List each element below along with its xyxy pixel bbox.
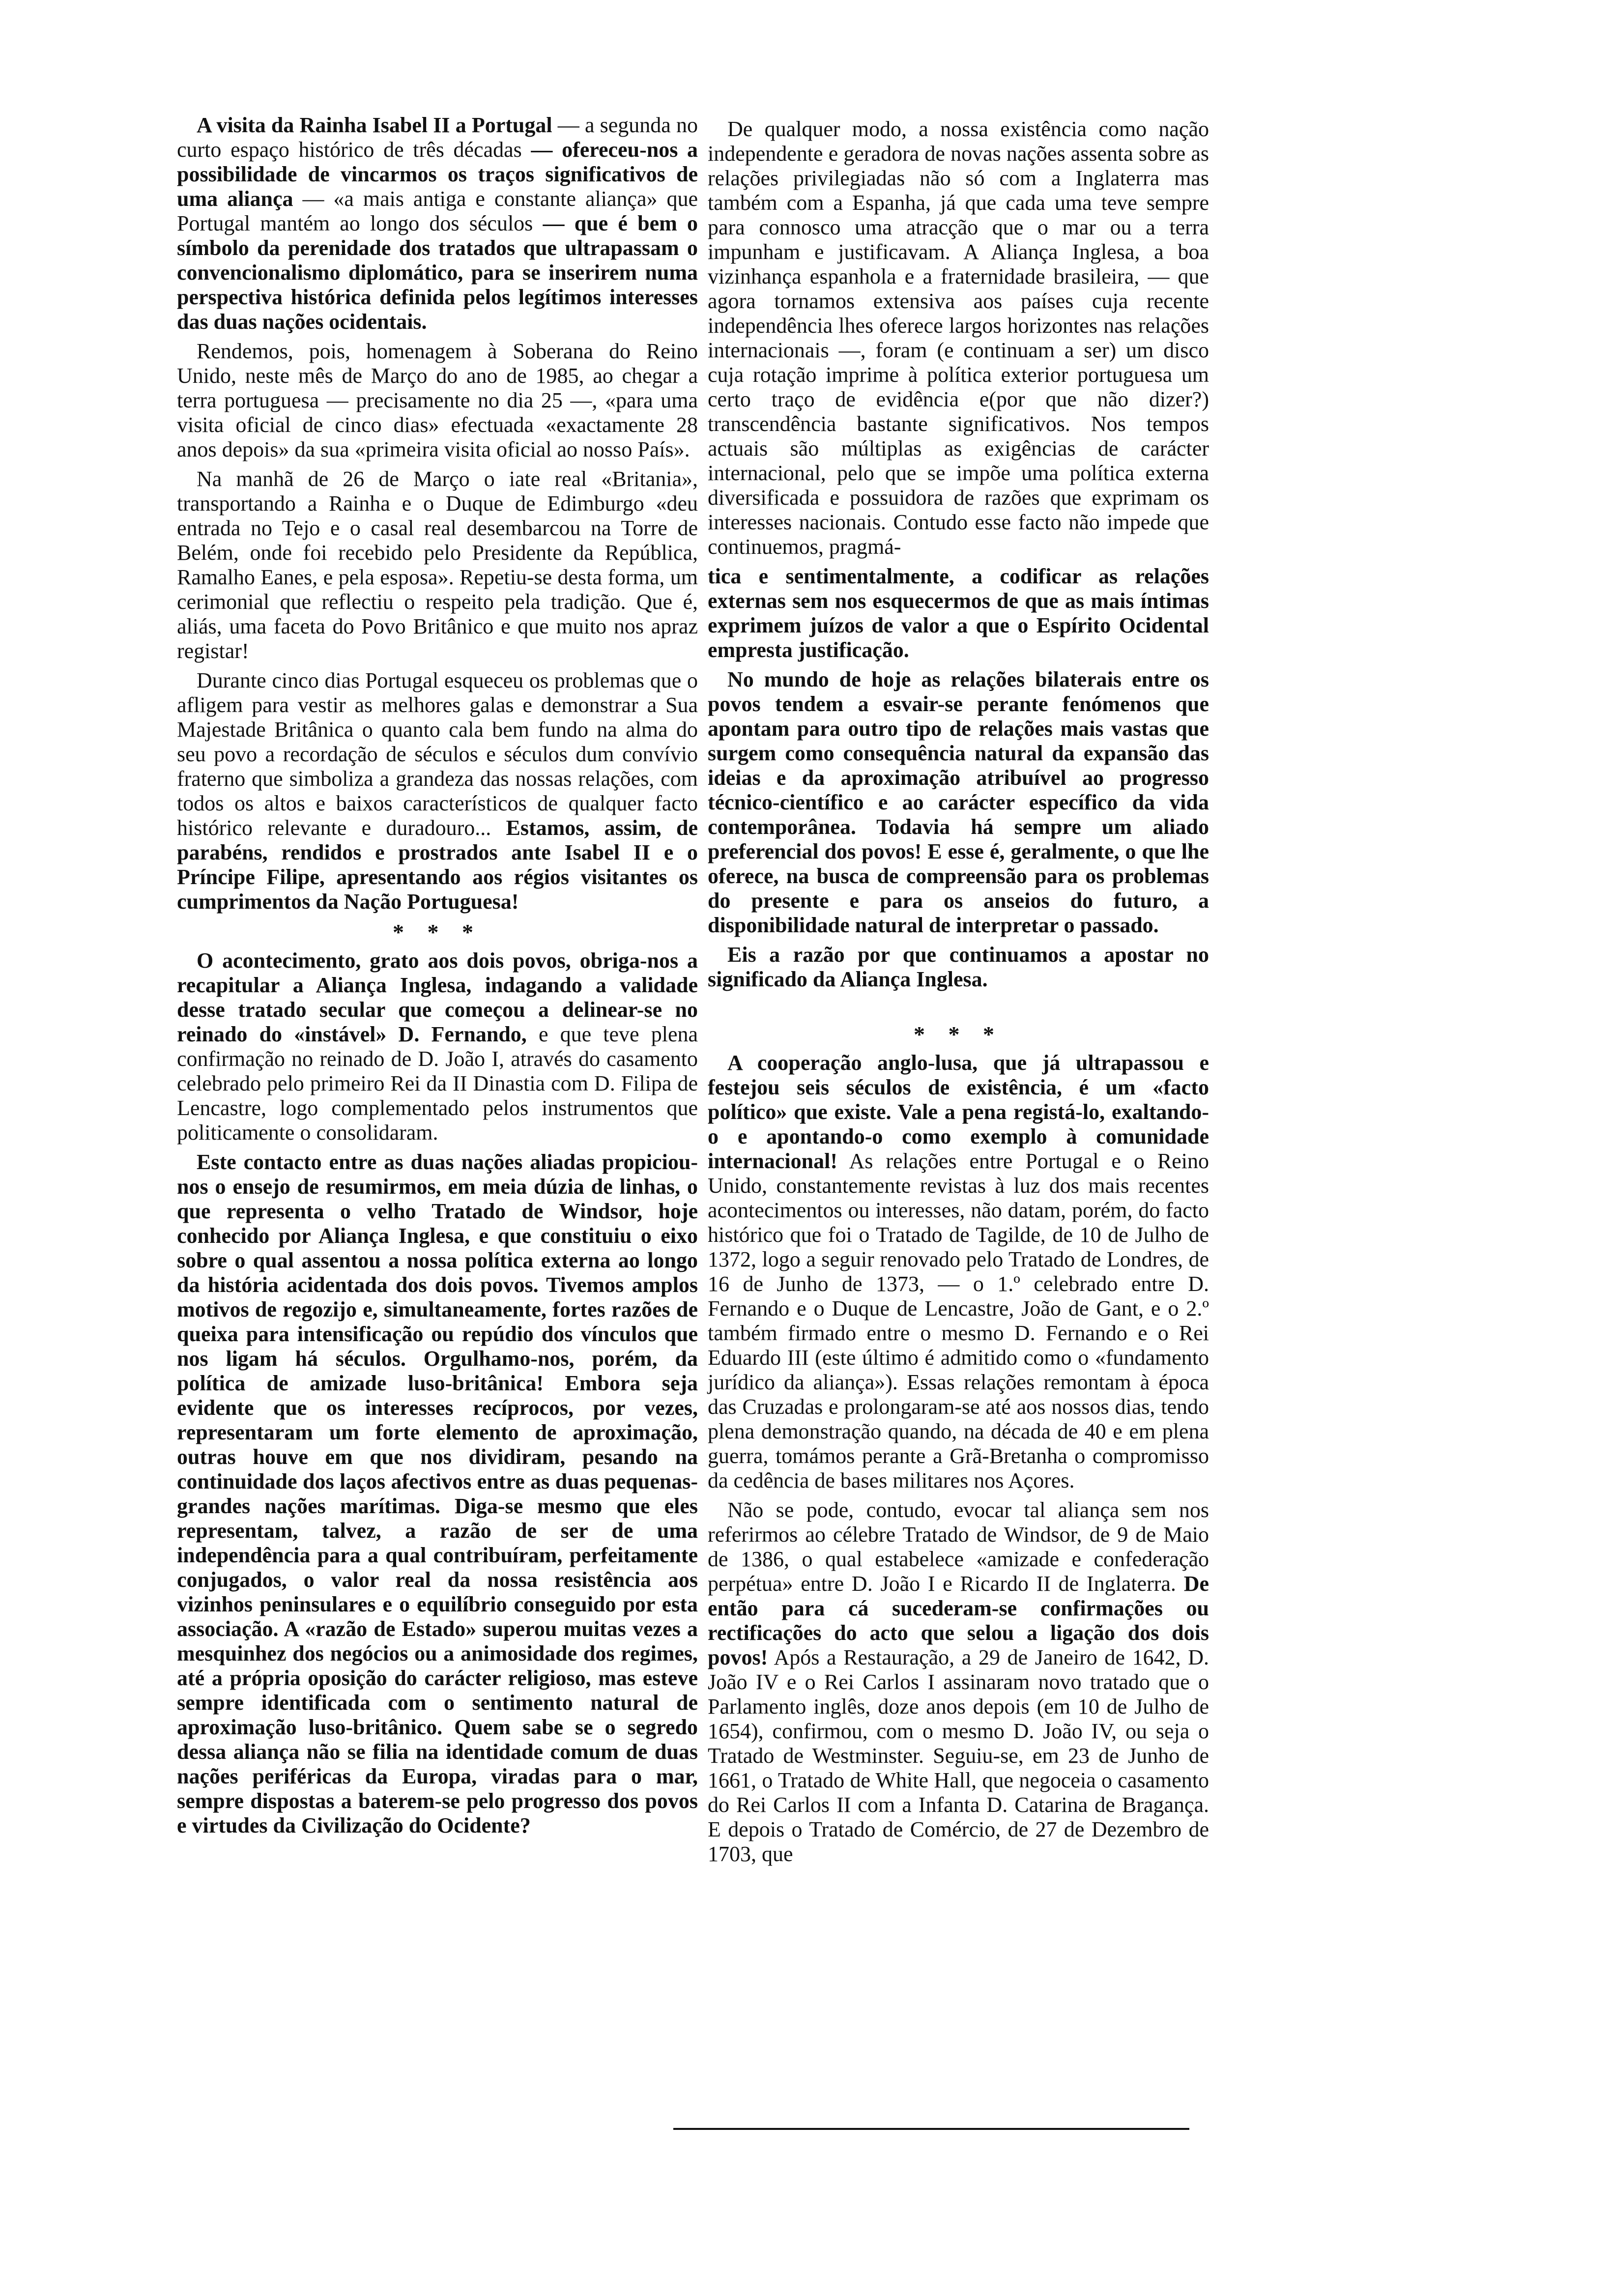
section-separator: * * * (393, 919, 482, 945)
paragraph: De qualquer modo, a nossa existência como nação independente e geradora de novas nações assenta sobre as relações privilegiadas não só com a Inglaterra mas também com a Espanha, já que cada uma teve sempre para connosco uma atracção que o mar ou a terra impunham e justificavam. A Aliança Inglesa, a boa vizinhança espanhola e a fraternidade brasileira, — que agora tornamos extensiva aos países cuja recente independência lhes oferece largos horizontes nas relações internacionais —, foram (e continuam a ser) um disco cuja rotação imprime à política exterior portuguesa um certo traço de evidência e(por que não dizer?) transcendência bastante significativos. Nos tempos actuais são múltiplas as exigências de carácter internacional, pelo que se impõe uma política externa diversificada e possuidora de razões que exprimam os interesses nacionais. Contudo esse facto não impede que continuemos, pragmá- (708, 117, 1209, 559)
bold-lead: A visita da Rainha Isabel II a Portugal (197, 113, 552, 137)
paragraph: tica e sentimentalmente, a codificar as relações externas sem nos esquecermos de que as mais íntimas exprimem juízos de valor a que o Espírito Ocidental empresta justificação. (708, 564, 1209, 662)
paragraph: Durante cinco dias Portugal esqueceu os problemas que o afligem para vestir as melhores galas e demonstrar a Sua Majestade Britânica o quanto cala bem fundo na alma do seu povo a recordação de séculos e séculos dum convívio fraterno que simboliza a grandeza das nossas relações, com todos os altos e baixos característicos de qualquer facto histórico relevante e duradouro... Estamos, assim, de parabéns, rendidos e prostrados ante Isabel II e o Príncipe Filipe, apresentando aos régios visitantes os cumprimentos da Nação Portuguesa! (177, 668, 698, 914)
right-column (708, 117, 1209, 1871)
paragraph: Na manhã de 26 de Março o iate real «Britania», transportando a Rainha e o Duque de Edimburgo «deu entrada no Tejo e o casal real desembarcou na Torre de Belém, onde foi recebido pelo Presidente da República, Ramalho Eanes, e pela esposa». Repetiu-se desta forma, um cerimonial que reflectiu o respeito pela tradição. Que é, aliás, uma faceta do Povo Britânico e que muito nos apraz registar! (177, 467, 698, 663)
section-separator: * * * (914, 1022, 1003, 1047)
paragraph: Eis a razão por que continuamos a apostar no significado da Aliança Inglesa. (708, 943, 1209, 991)
paragraph: Rendemos, pois, homenagem à Soberana do Reino Unido, neste mês de Março do ano de 1985, ao chegar a terra portuguesa — precisamente no dia 25 —, «para uma visita oficial de cinco dias» efectuada «exactamente 28 anos depois» da sua «primeira visita oficial ao nosso País». (177, 339, 698, 461)
left-column (177, 113, 698, 1843)
bottom-rule (673, 2128, 1189, 2130)
paragraph: No mundo de hoje as relações bilaterais entre os povos tendem a esvair-se perante fenómenos que apontam para outro tipo de relações mais vastas que surgem como consequência natural da expansão das ideias e da aproximação atribuível ao progresso técnico-científico e ao carácter específico da vida contemporânea. Todavia há sempre um aliado preferencial dos povos! E esse é, geralmente, o que lhe oferece, na busca de compreensão para os problemas do presente e para os anseios do futuro, a disponibilidade natural de interpretar o passado. (708, 667, 1209, 937)
paragraph: A visita da Rainha Isabel II a Portugal — a segunda no curto espaço histórico de três décadas — ofereceu-nos a possibilidade de vincarmos os traços significativos de uma aliança — «a mais antiga e constante aliança» que Portugal mantém ao longo dos séculos — que é bem o símbolo da perenidade dos tratados que ultrapassam o convencionalismo diplomático, para se inserirem numa perspectiva histórica definida pelos legítimos interesses das duas nações ocidentais. (177, 113, 698, 334)
paragraph: Este contacto entre as duas nações aliadas propiciou-nos o ensejo de resumirmos, em meia dúzia de linhas, o que representa o velho Tratado de Windsor, hoje conhecido por Aliança Inglesa, e que constituiu o eixo sobre o qual assentou a nossa política externa ao longo da história acidentada dos dois povos. Tivemos amplos motivos de regozijo e, simultaneamente, fortes razões de queixa para intensificação ou repúdio dos vínculos que nos ligam há séculos. Orgulhamo-nos, porém, da política de amizade luso-britânica! Embora seja evidente que os interesses recíprocos, por vezes, representaram um forte elemento de aproximação, outras houve em que nos dividiram, pesando na continuidade dos laços afectivos entre as duas pequenas-grandes nações marítimas. Diga-se mesmo que eles representam, talvez, a razão de ser de uma independência para a qual contribuíram, perfeitamente conjugados, o valor real da nossa resistência aos vizinhos peninsulares e o equilíbrio conseguido por esta associação. A «razão de Estado» superou muitas vezes a mesquinhez dos negócios ou a animosidade dos regimes, até a própria oposição do carácter religioso, mas esteve sempre identificada com o sentimento natural de aproximação luso-britânico. Quem sabe se o segredo dessa aliança não se filia na identidade comum de duas nações periféricas da Europa, viradas para o mar, sempre dispostas a baterem-se pelo progresso dos povos e virtudes da Civilização do Ocidente? (177, 1150, 698, 1837)
paragraph: O acontecimento, grato aos dois povos, obriga-nos a recapitular a Aliança Inglesa, indagando a validade desse tratado secular que começou a delinear-se no reinado do «instável» D. Fernando, e que teve plena confirmação no reinado de D. João I, através do casamento celebrado pelo primeiro Rei da II Dinastia com D. Filipa de Lencastre, logo complementado pelos instrumentos que politicamente o consolidaram. (177, 948, 698, 1145)
paragraph: A cooperação anglo-lusa, que já ultrapassou e festejou seis séculos de existência, é um «facto político» que existe. Vale a pena registá-lo, exaltando-o e apontando-o como exemplo à comunidade internacional! As relações entre Portugal e o Reino Unido, constantemente revistas à luz dos mais recentes acontecimentos ou interesses, não datam, porém, do facto histórico que foi o Tratado de Tagilde, de 10 de Julho de 1372, logo a seguir renovado pelo Tratado de Londres, de 16 de Junho de 1373, — o 1.º celebrado entre D. Fernando e o Duque de Lencastre, João de Gant, e o 2.º também firmado entre o mesmo D. Fernando e o Rei Eduardo III (este último é admitido como o «fundamento jurídico da aliança»). Essas relações remontam à época das Cruzadas e prolongaram-se até aos nossos dias, tendo plena demonstração quando, na década de 40 e em plena guerra, tomámos perante a Grã-Bretanha o compromisso da cedência de bases militares nos Açores. (708, 1051, 1209, 1492)
paragraph: Não se pode, contudo, evocar tal aliança sem nos referirmos ao célebre Tratado de Windsor, de 9 de Maio de 1386, o qual estabelece «amizade e confederação perpétua» entre D. João I e Ricardo II de Inglaterra. De então para cá sucederam-se confirmações ou rectificações do acto que selou a ligação dos dois povos! Após a Restauração, a 29 de Janeiro de 1642, D. João IV e o Rei Carlos I assinaram novo tratado que o Parlamento inglês, doze anos depois (em 10 de Julho de 1654), confirmou, com o mesmo D. João IV, ou seja o Tratado de Westminster. Seguiu-se, em 23 de Junho de 1661, o Tratado de White Hall, que negoceia o casamento do Rei Carlos II com a Infanta D. Catarina de Bragança. E depois o Tratado de Comércio, de 27 de Dezembro de 1703, que (708, 1498, 1209, 1866)
